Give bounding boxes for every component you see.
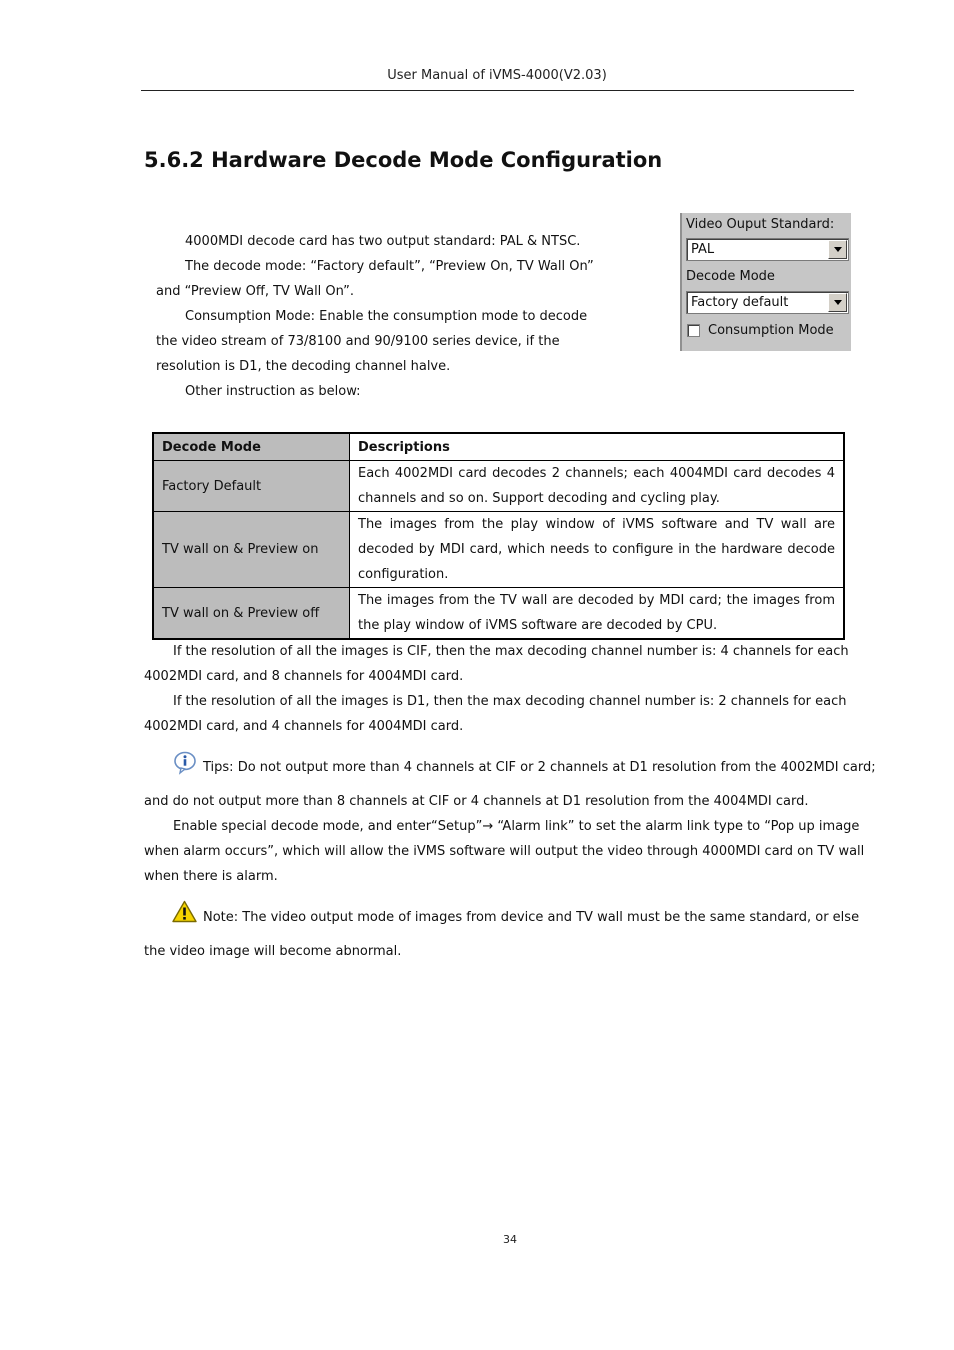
- note-line: Note: The video output mode of images from device and TV wall must be the same standard, or else: [203, 910, 860, 925]
- intro-line: the video stream of 73/8100 and 90/9100 series device, if the: [156, 334, 560, 349]
- table-header-decode-mode: Decode Mode: [153, 433, 350, 461]
- decode-mode-select[interactable]: [686, 291, 849, 314]
- intro-line: Consumption Mode: Enable the consumption mode to decode: [185, 309, 588, 324]
- info-icon: [173, 751, 197, 775]
- table-cell-mode: Factory Default: [153, 461, 350, 512]
- video-output-standard-value: PAL: [691, 242, 715, 257]
- page-number: 34: [503, 1233, 517, 1246]
- chevron-down-icon[interactable]: [828, 293, 847, 312]
- table-header-descriptions: Descriptions: [350, 433, 845, 461]
- table-header-row: [153, 433, 844, 461]
- chevron-down-icon[interactable]: [828, 240, 847, 259]
- table-cell-mode: TV wall on & Preview on: [153, 512, 350, 588]
- d1-paragraph-line: If the resolution of all the images is D1, then the max decoding channel number is: 2 channels for each: [173, 694, 847, 709]
- video-output-standard-label: Video Ouput Standard:: [686, 217, 835, 232]
- intro-line: and “Preview Off, TV Wall On”.: [156, 284, 355, 299]
- table-cell-description: Each 4002MDI card decodes 2 channels; each 4004MDI card decodes 4 channels and so on. Support decoding and cycling play.: [350, 461, 845, 512]
- d1-paragraph-line: 4002MDI card, and 4 channels for 4004MDI card.: [144, 719, 464, 734]
- table-row: [153, 512, 844, 588]
- decode-settings-panel: [680, 213, 851, 351]
- intro-line: resolution is D1, the decoding channel halve.: [156, 359, 451, 374]
- tips-line: and do not output more than 8 channels at CIF or 4 channels at D1 resolution from the 4004MDI card.: [144, 794, 809, 809]
- warning-icon: [172, 900, 197, 923]
- cif-paragraph-line: 4002MDI card, and 8 channels for 4004MDI card.: [144, 669, 464, 684]
- table-cell-mode: TV wall on & Preview off: [153, 588, 350, 640]
- alarm-paragraph-line: when alarm occurs”, which will allow the iVMS software will output the video through 4000MDI card on TV wall: [144, 844, 865, 859]
- table-cell-description: The images from the TV wall are decoded by MDI card; the images from the play window of iVMS software are decoded by CPU.: [350, 588, 845, 640]
- note-line: the video image will become abnormal.: [144, 944, 402, 959]
- decode-mode-table: [152, 432, 845, 640]
- tips-line: Tips: Do not output more than 4 channels at CIF or 2 channels at D1 resolution from the 4002MDI card;: [203, 760, 876, 775]
- intro-line: 4000MDI decode card has two output standard: PAL & NTSC.: [185, 234, 581, 249]
- consumption-mode-checkbox[interactable]: [687, 324, 700, 337]
- section-title: 5.6.2 Hardware Decode Mode Configuration: [144, 148, 663, 172]
- intro-line: Other instruction as below:: [185, 384, 361, 399]
- page-header-title: User Manual of iVMS-4000(V2.03): [387, 68, 607, 83]
- cif-paragraph-line: If the resolution of all the images is CIF, then the max decoding channel number is: 4 channels for each: [173, 644, 849, 659]
- table-cell-description: The images from the play window of iVMS software and TV wall are decoded by MDI card, which needs to configure in the hardware decode configuration.: [350, 512, 845, 588]
- alarm-paragraph-line: Enable special decode mode, and enter“Setup”→ “Alarm link” to set the alarm link type to “Pop up image: [173, 819, 860, 834]
- table-row: [153, 461, 844, 512]
- header-divider: [141, 90, 854, 91]
- consumption-mode-label: Consumption Mode: [708, 323, 834, 338]
- decode-mode-value: Factory default: [691, 295, 789, 310]
- table-row: [153, 588, 844, 640]
- video-output-standard-select[interactable]: [686, 238, 849, 261]
- decode-mode-label: Decode Mode: [686, 269, 775, 284]
- intro-line: The decode mode: “Factory default”, “Preview On, TV Wall On”: [185, 259, 594, 274]
- alarm-paragraph-line: when there is alarm.: [144, 869, 278, 884]
